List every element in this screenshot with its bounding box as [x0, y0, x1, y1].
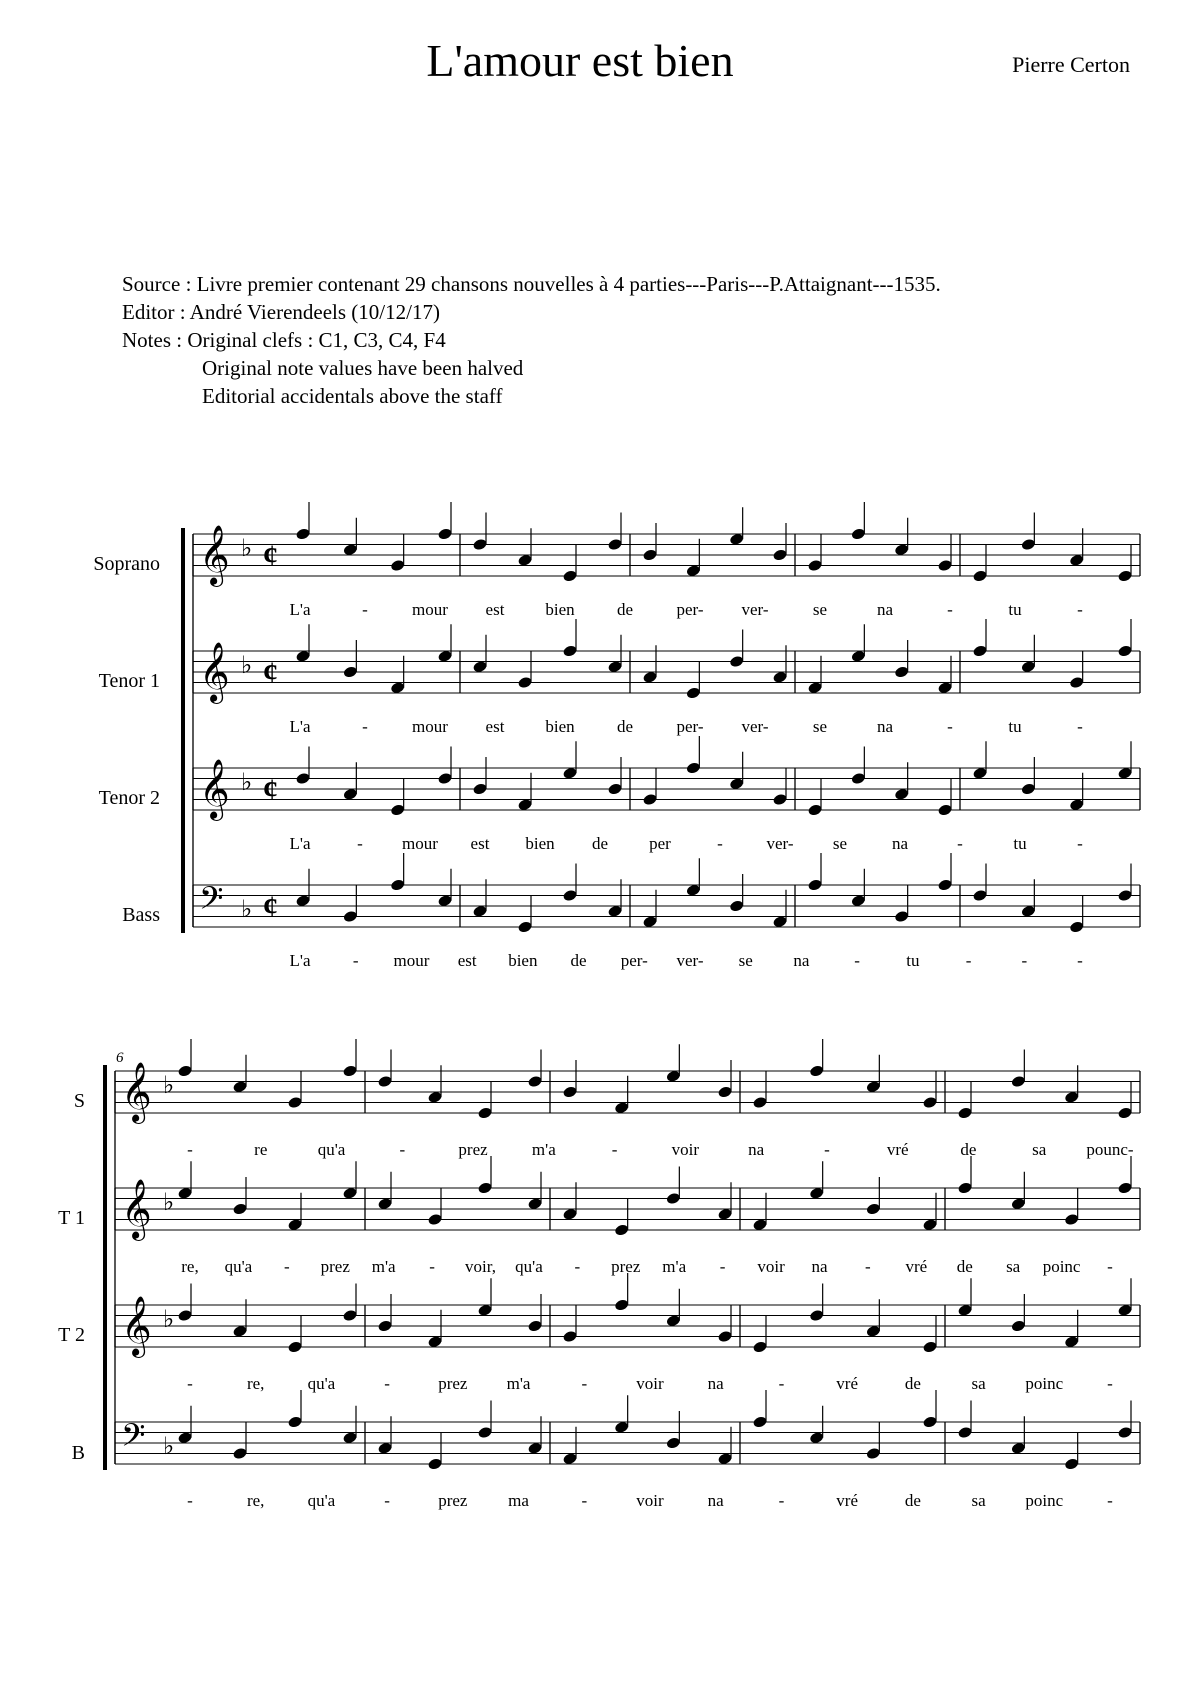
lyric-syllable: -: [283, 1257, 290, 1276]
lyric-syllable: na: [811, 1257, 828, 1276]
lyric-syllable: se: [812, 717, 828, 736]
key-flat-icon: ♭: [163, 1190, 175, 1216]
lyric-syllable: na: [707, 1491, 724, 1510]
note-heads: [177, 502, 1132, 1471]
voice-label-t1: T 1: [58, 1207, 85, 1229]
lyric-syllable: qu'a: [515, 1257, 543, 1276]
time-signature-icon: ¢: [263, 539, 278, 572]
voice-label-soprano: Soprano: [93, 553, 160, 575]
lyric-syllable: -: [581, 1491, 588, 1510]
lyric-syllable: voir: [636, 1491, 664, 1510]
lyric-syllable: per-: [676, 600, 704, 619]
lyric-syllable: m'a: [662, 1257, 687, 1276]
lyric-syllable: re,: [181, 1257, 199, 1276]
lyric-syllable: -: [778, 1491, 785, 1510]
lyric-syllable: bien: [525, 834, 555, 853]
lyric-syllable: -: [824, 1140, 830, 1159]
treble-clef-icon: 𝄞: [121, 1062, 152, 1122]
lyric-syllable: mour: [402, 834, 438, 853]
voice-label-bass: Bass: [122, 904, 160, 926]
lyric-syllable: mour: [393, 951, 430, 970]
lyric-syllable: L'a: [289, 600, 311, 619]
lyric-syllable: de: [570, 951, 587, 970]
lyric-syllable: prez: [438, 1491, 468, 1510]
lyric-syllable: -: [854, 951, 860, 970]
lyric-syllable: est: [457, 951, 477, 970]
lyric-syllable: qu'a: [307, 1374, 336, 1393]
lyric-syllable: re,: [246, 1491, 265, 1510]
lyric-syllable: de: [616, 717, 634, 736]
lyric-syllable: qu'a: [317, 1140, 346, 1159]
lyric-syllable: na: [793, 951, 810, 970]
lyric-syllable: -: [947, 717, 953, 736]
treble-clef-icon: 𝄞: [121, 1296, 152, 1356]
clefs-line: Notes : Original clefs : C1, C3, C4, F4: [122, 328, 446, 352]
lyric-syllable: est: [470, 834, 490, 853]
lyric-syllable: ver-: [741, 600, 769, 619]
bass-clef-icon: 𝄢: [121, 1417, 146, 1461]
lyric-syllable: -: [778, 1374, 785, 1393]
lyric-syllable: sa: [971, 1374, 986, 1393]
lyric-syllable: -: [957, 834, 963, 853]
lyric-syllable: per-: [676, 717, 704, 736]
lyric-syllable: de: [960, 1140, 977, 1159]
lyric-syllable: tu: [1013, 834, 1027, 853]
lyric-syllable: de: [956, 1257, 973, 1276]
measure-number: 6: [116, 1050, 124, 1066]
lyric-syllable: vré: [886, 1140, 909, 1159]
lyric-syllable: -: [352, 951, 359, 970]
time-signature-icon: ¢: [263, 773, 278, 806]
lyric-syllable: -: [362, 600, 368, 619]
lyric-syllable: -: [611, 1140, 618, 1159]
lyric-syllable: prez: [611, 1257, 641, 1276]
treble-clef-icon: 𝄞: [199, 525, 230, 585]
lyric-syllable: tu: [906, 951, 920, 970]
lyric-syllable: poinc: [1042, 1257, 1081, 1276]
treble-clef-icon: 𝄞: [121, 1179, 152, 1239]
lyric-syllable: sa: [971, 1491, 986, 1510]
lyric-syllable: -: [965, 951, 972, 970]
treble-clef-icon: 𝄞: [199, 642, 230, 702]
lyric-syllable: L'a: [289, 717, 311, 736]
note-values-line: Original note values have been halved: [202, 356, 524, 380]
lyric-syllable: -: [1077, 951, 1083, 970]
lyric-syllable: -: [947, 600, 953, 619]
lyric-syllable: -: [581, 1374, 588, 1393]
lyric-syllable: voir: [757, 1257, 785, 1276]
lyric-syllable: L'a: [289, 951, 311, 970]
lyric-syllable: mour: [412, 600, 448, 619]
voice-label-tenor1: Tenor 1: [98, 670, 160, 692]
lyric-syllable: -: [187, 1374, 193, 1393]
key-flat-icon: ♭: [241, 770, 253, 796]
time-signature-icon: ¢: [263, 890, 278, 923]
lyric-syllable: prez: [458, 1140, 488, 1159]
key-flat-icon: ♭: [241, 536, 253, 562]
lyric-syllable: vré: [836, 1491, 858, 1510]
lyric-syllable: -: [187, 1140, 193, 1159]
lyric-syllable: de: [616, 600, 634, 619]
lyric-syllable: -: [719, 1257, 726, 1276]
lyric-syllable: na: [876, 600, 894, 619]
lyric-syllable: prez: [320, 1257, 350, 1276]
time-signature-icon: ¢: [263, 656, 278, 689]
lyric-syllable: -: [429, 1257, 435, 1276]
lyric-syllable: vré: [905, 1257, 928, 1276]
lyric-syllable: -: [1107, 1374, 1113, 1393]
lyric-syllable: ma: [508, 1491, 529, 1510]
lyric-syllable: tu: [1008, 717, 1022, 736]
lyric-syllable: bien: [545, 717, 575, 736]
accidentals-line: Editorial accidentals above the staff: [202, 384, 503, 408]
lyric-syllable: m'a: [531, 1140, 556, 1159]
voice-label-b: B: [71, 1442, 85, 1464]
lyric-syllable: voir,: [465, 1257, 496, 1276]
source-line: Source : Livre premier contenant 29 chansons nouvelles à 4 parties---Paris---P.Attaignant---1535.: [122, 272, 941, 296]
lyric-syllable: re,: [246, 1374, 265, 1393]
lyric-syllable: -: [357, 834, 363, 853]
lyric-syllable: re: [254, 1140, 268, 1159]
lyric-syllable: pounc-: [1086, 1140, 1134, 1159]
lyric-syllable: poinc: [1025, 1374, 1064, 1393]
lyric-syllable: est: [485, 717, 505, 736]
lyric-syllable: de: [591, 834, 609, 853]
lyric-syllable: -: [1077, 600, 1083, 619]
lyric-syllable: -: [1021, 951, 1028, 970]
lyric-syllable: de: [904, 1491, 921, 1510]
lyric-syllable: bien: [508, 951, 538, 970]
lyric-syllable: -: [574, 1257, 581, 1276]
lyric-syllable: -: [1077, 717, 1083, 736]
lyric-syllable: se: [738, 951, 753, 970]
lyric-syllable: -: [1107, 1491, 1113, 1510]
composer-name: Pierre Certon: [1012, 52, 1130, 77]
lyric-syllable: poinc: [1025, 1491, 1064, 1510]
lyric-syllable: -: [384, 1491, 390, 1510]
lyric-syllable: -: [1077, 834, 1083, 853]
voice-label-t2: T 2: [58, 1324, 85, 1346]
lyric-syllable: de: [904, 1374, 921, 1393]
key-flat-icon: ♭: [163, 1073, 175, 1099]
lyric-syllable: sa: [1006, 1257, 1021, 1276]
lyric-syllable: ver-: [766, 834, 794, 853]
lyric-syllable: est: [485, 600, 505, 619]
lyric-syllable: tu: [1008, 600, 1022, 619]
lyric-syllable: -: [187, 1491, 193, 1510]
voice-label-s: S: [73, 1090, 85, 1112]
lyric-syllable: L'a: [289, 834, 311, 853]
lyric-syllable: na: [748, 1140, 765, 1159]
lyric-syllable: per: [649, 834, 671, 853]
lyric-syllable: qu'a: [224, 1257, 253, 1276]
lyric-syllable: qu'a: [307, 1491, 336, 1510]
treble-clef-icon: 𝄞: [199, 759, 230, 819]
lyric-syllable: se: [812, 600, 828, 619]
lyric-syllable: -: [384, 1374, 390, 1393]
lyric-syllable: bien: [545, 600, 575, 619]
lyric-syllable: se: [832, 834, 848, 853]
lyric-syllable: na: [876, 717, 894, 736]
lyric-syllable: ver-: [676, 951, 704, 970]
lyric-syllable: vré: [836, 1374, 858, 1393]
lyric-syllable: mour: [412, 717, 448, 736]
piece-title: L'amour est bien: [426, 35, 734, 86]
key-flat-icon: ♭: [241, 653, 253, 679]
lyric-syllable: -: [362, 717, 368, 736]
lyric-syllable: voir: [671, 1140, 700, 1159]
key-flat-icon: ♭: [163, 1307, 175, 1333]
lyric-syllable: m'a: [371, 1257, 396, 1276]
lyric-syllable: na: [707, 1374, 724, 1393]
voice-label-tenor2: Tenor 2: [98, 787, 160, 809]
key-flat-icon: ♭: [241, 897, 253, 923]
lyric-syllable: na: [891, 834, 909, 853]
lyric-syllable: voir: [636, 1374, 664, 1393]
lyric-syllable: m'a: [506, 1374, 531, 1393]
lyric-syllable: per-: [620, 951, 648, 970]
lyric-syllable: ver-: [741, 717, 769, 736]
key-flat-icon: ♭: [163, 1434, 175, 1460]
bass-clef-icon: 𝄢: [199, 880, 224, 924]
lyric-syllable: -: [865, 1257, 871, 1276]
staff-lines: [105, 525, 1140, 1470]
lyric-syllable: -: [1107, 1257, 1113, 1276]
lyric-syllable: -: [399, 1140, 406, 1159]
editor-line: Editor : André Vierendeels (10/12/17): [122, 300, 440, 324]
lyric-syllable: sa: [1032, 1140, 1047, 1159]
lyric-syllable: prez: [438, 1374, 468, 1393]
lyric-syllable: -: [717, 834, 723, 853]
